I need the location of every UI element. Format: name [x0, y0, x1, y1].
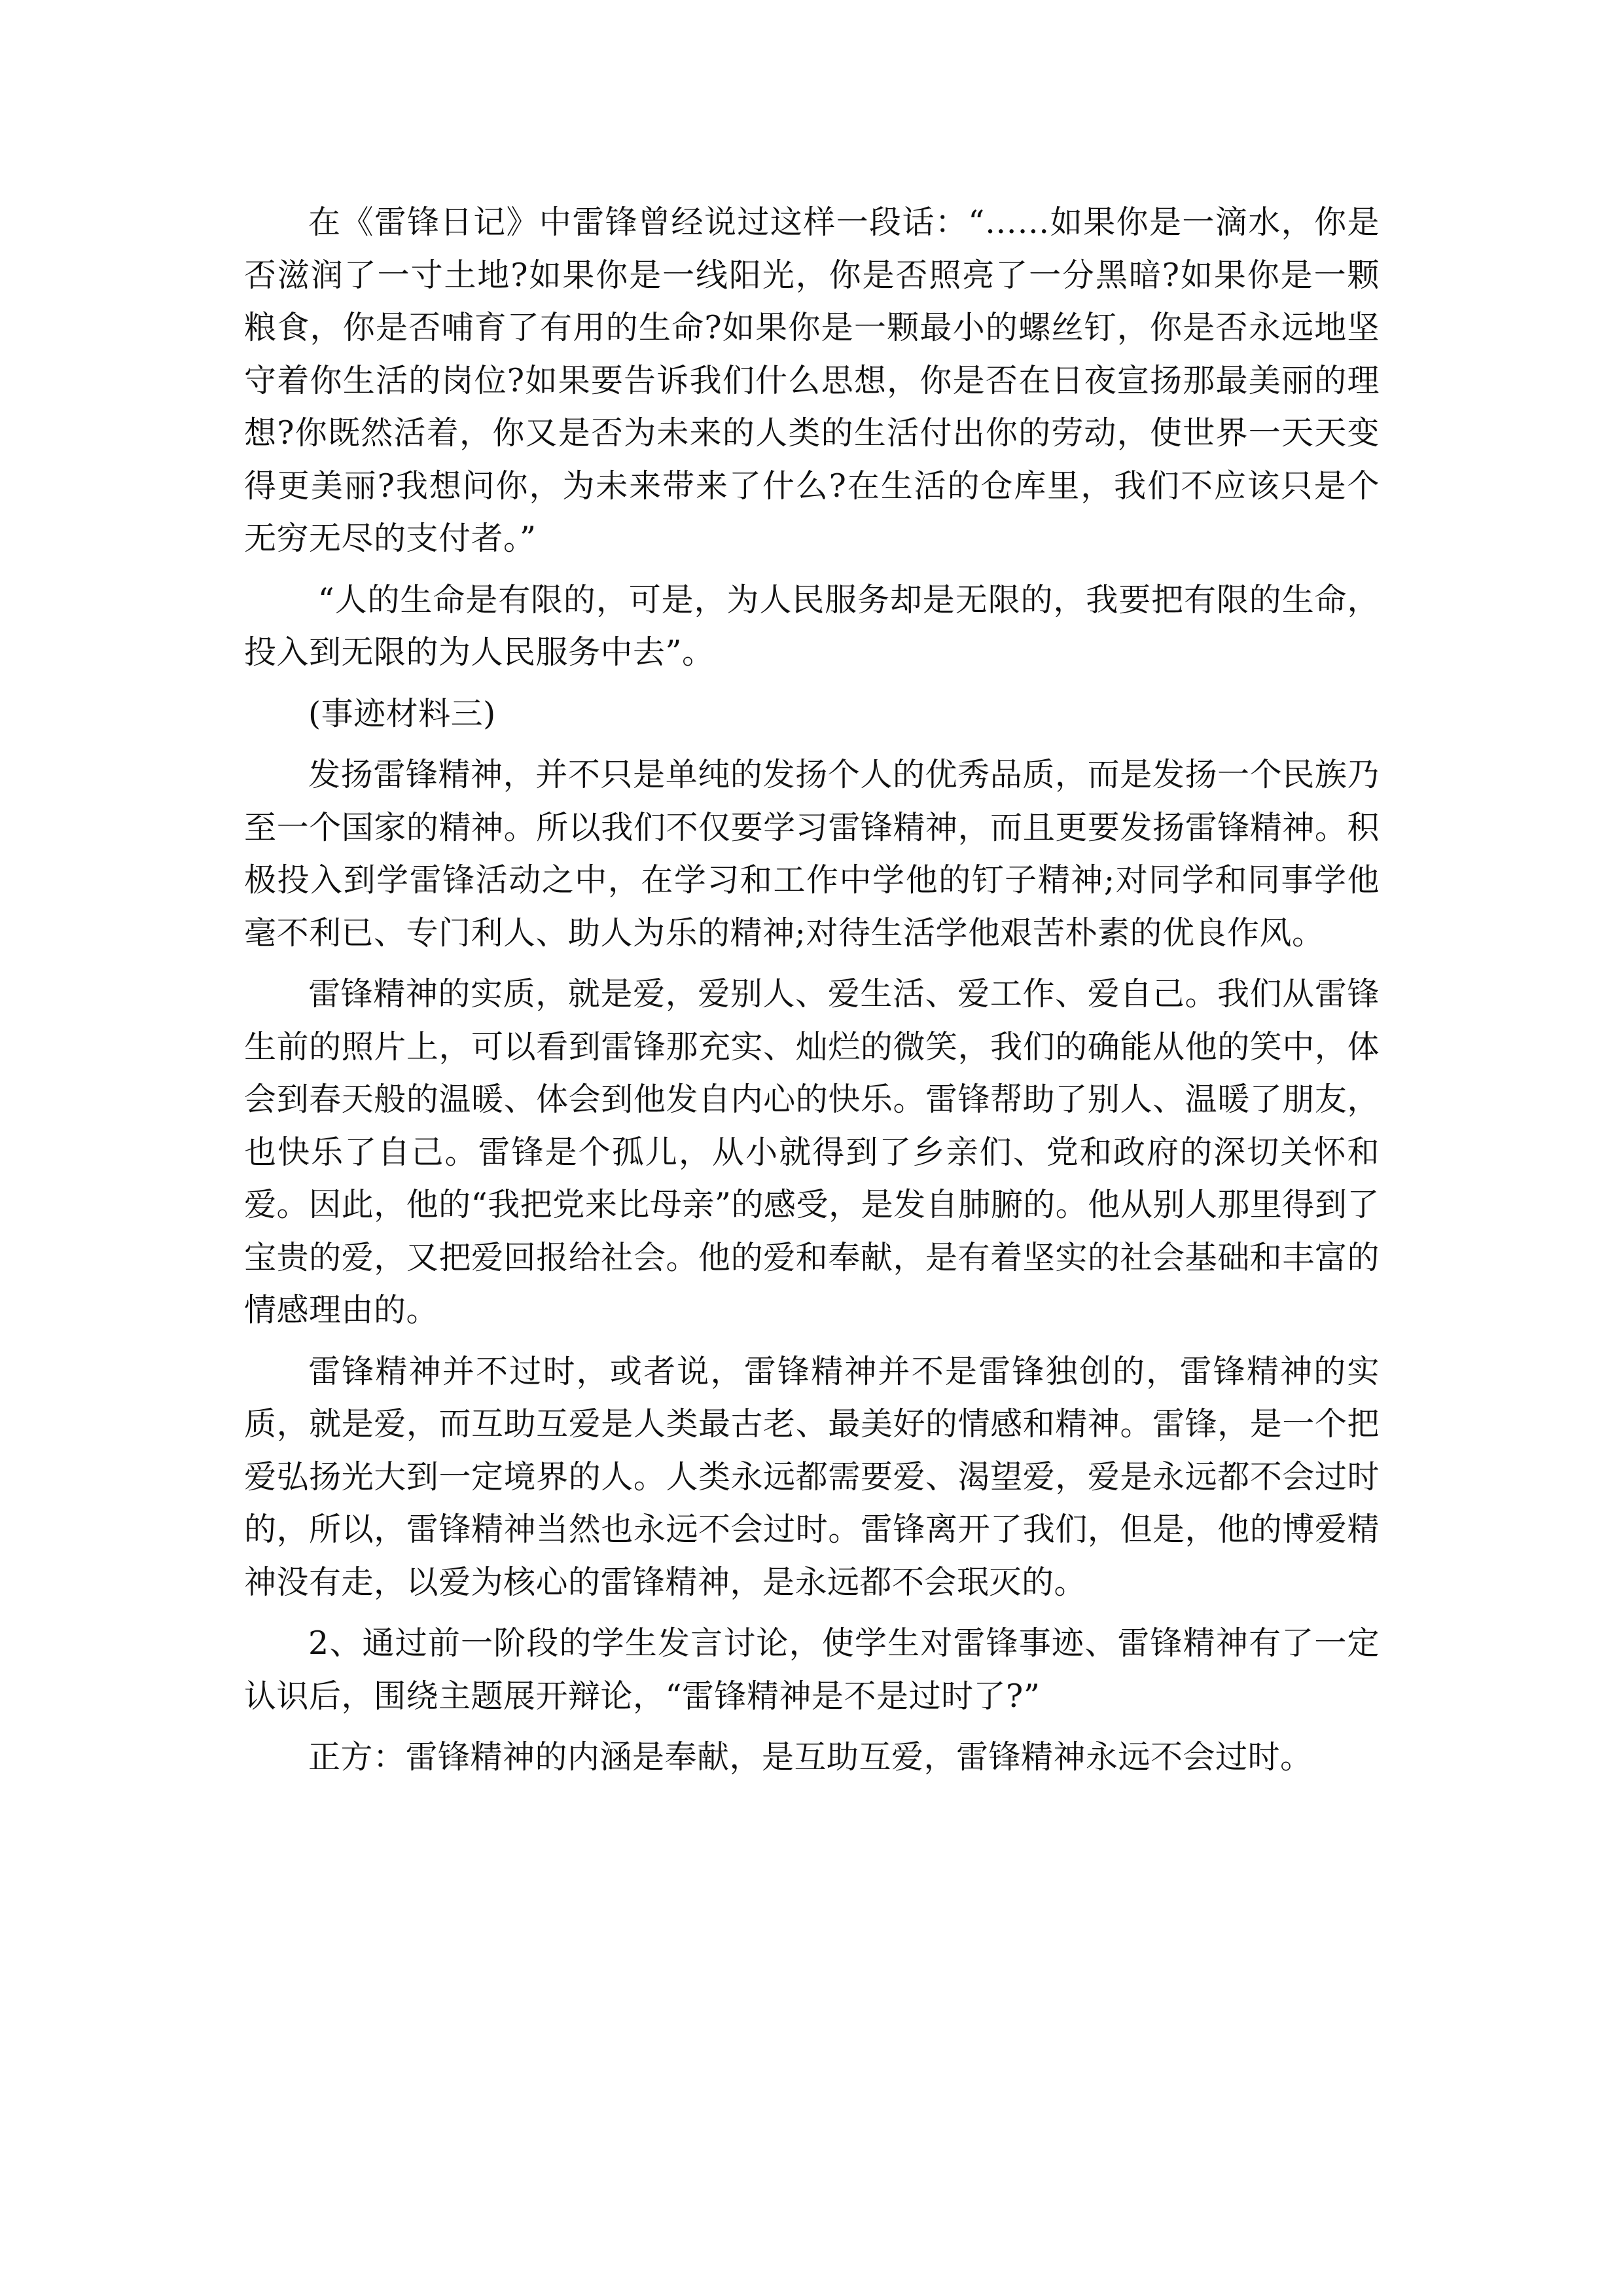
paragraph-not-outdated: 雷锋精神并不过时，或者说，雷锋精神并不是雷锋独创的，雷锋精神的实质，就是爱，而互助互爱是人类最古老、最美好的情感和精神。雷锋，是一个把爱弘扬光大到一定境界的人。人类永远都需要爱、渴望爱，爱是永远都不会过时的，所以，雷锋精神当然也永远不会过时。雷锋离开了我们，但是，他的博爱精神没有走，以爱为核心的雷锋精神，是永远都不会珉灭的。 — [244, 1352, 1380, 1601]
paragraph-lei-feng-diary-quote: 在《雷锋日记》中雷锋曾经说过这样一段话：“……如果你是一滴水，你是否滋润了一寸土地?如果你是一线阳光，你是否照亮了一分黑暗?如果你是一颗粮食，你是否哺育了有用的生命?如果你是一颗最小的螺丝钉，你是否永远地坚守着你生活的岗位?如果要告诉我们什么思想，你是否在日夜宣扬那最美丽的理想?你既然活着，你又是否为未来的人类的生活付出你的劳动，使世界一天天变得更美丽?我想问你，为未来带来了什么?在生活的仓库里，我们不应该只是个无穷无尽的支付者。” — [244, 204, 1380, 557]
paragraph-debate-intro: 2、通过前一阶段的学生发言讨论，使学生对雷锋事迹、雷锋精神有了一定认识后，围绕主题展开辩论，“雷锋精神是不是过时了?” — [244, 1624, 1380, 1715]
paragraph-essence-is-love: 雷锋精神的实质，就是爱，爱别人、爱生活、爱工作、爱自己。我们从雷锋生前的照片上，可以看到雷锋那充实、灿烂的微笑，我们的确能从他的笑中，体会到春天般的温暖、体会到他发自内心的快乐。雷锋帮助了别人、温暖了朋友，也快乐了自己。雷锋是个孤儿，从小就得到了乡亲们、党和政府的深切关怀和爱。因此，他的“我把党来比母亲”的感受，是发自肺腑的。他从别人那里得到了宝贵的爱，又把爱回报给社会。他的爱和奉献，是有着坚实的社会基础和丰富的情感理由的。 — [244, 975, 1380, 1329]
paragraph-promote-spirit: 发扬雷锋精神，并不只是单纯的发扬个人的优秀品质，而是发扬一个民族乃至一个国家的精神。所以我们不仅要学习雷锋精神，而且更要发扬雷锋精神。积极投入到学雷锋活动之中，在学习和工作中学他的钉子精神;对同学和同事学他毫不利已、专门利人、助人为乐的精神;对待生活学他艰苦朴素的优良作风。 — [244, 756, 1380, 952]
document-body — [244, 196, 1380, 1793]
paragraph-limited-life-quote: “人的生命是有限的，可是，为人民服务却是无限的，我要把有限的生命，投入到无限的为人民服务中去”。 — [244, 581, 1380, 671]
paragraph-affirmative-side: 正方：雷锋精神的内涵是奉献，是互助互爱，雷锋精神永远不会过时。 — [308, 1738, 1313, 1776]
paragraph-section-heading: (事迹材料三) — [308, 694, 496, 732]
